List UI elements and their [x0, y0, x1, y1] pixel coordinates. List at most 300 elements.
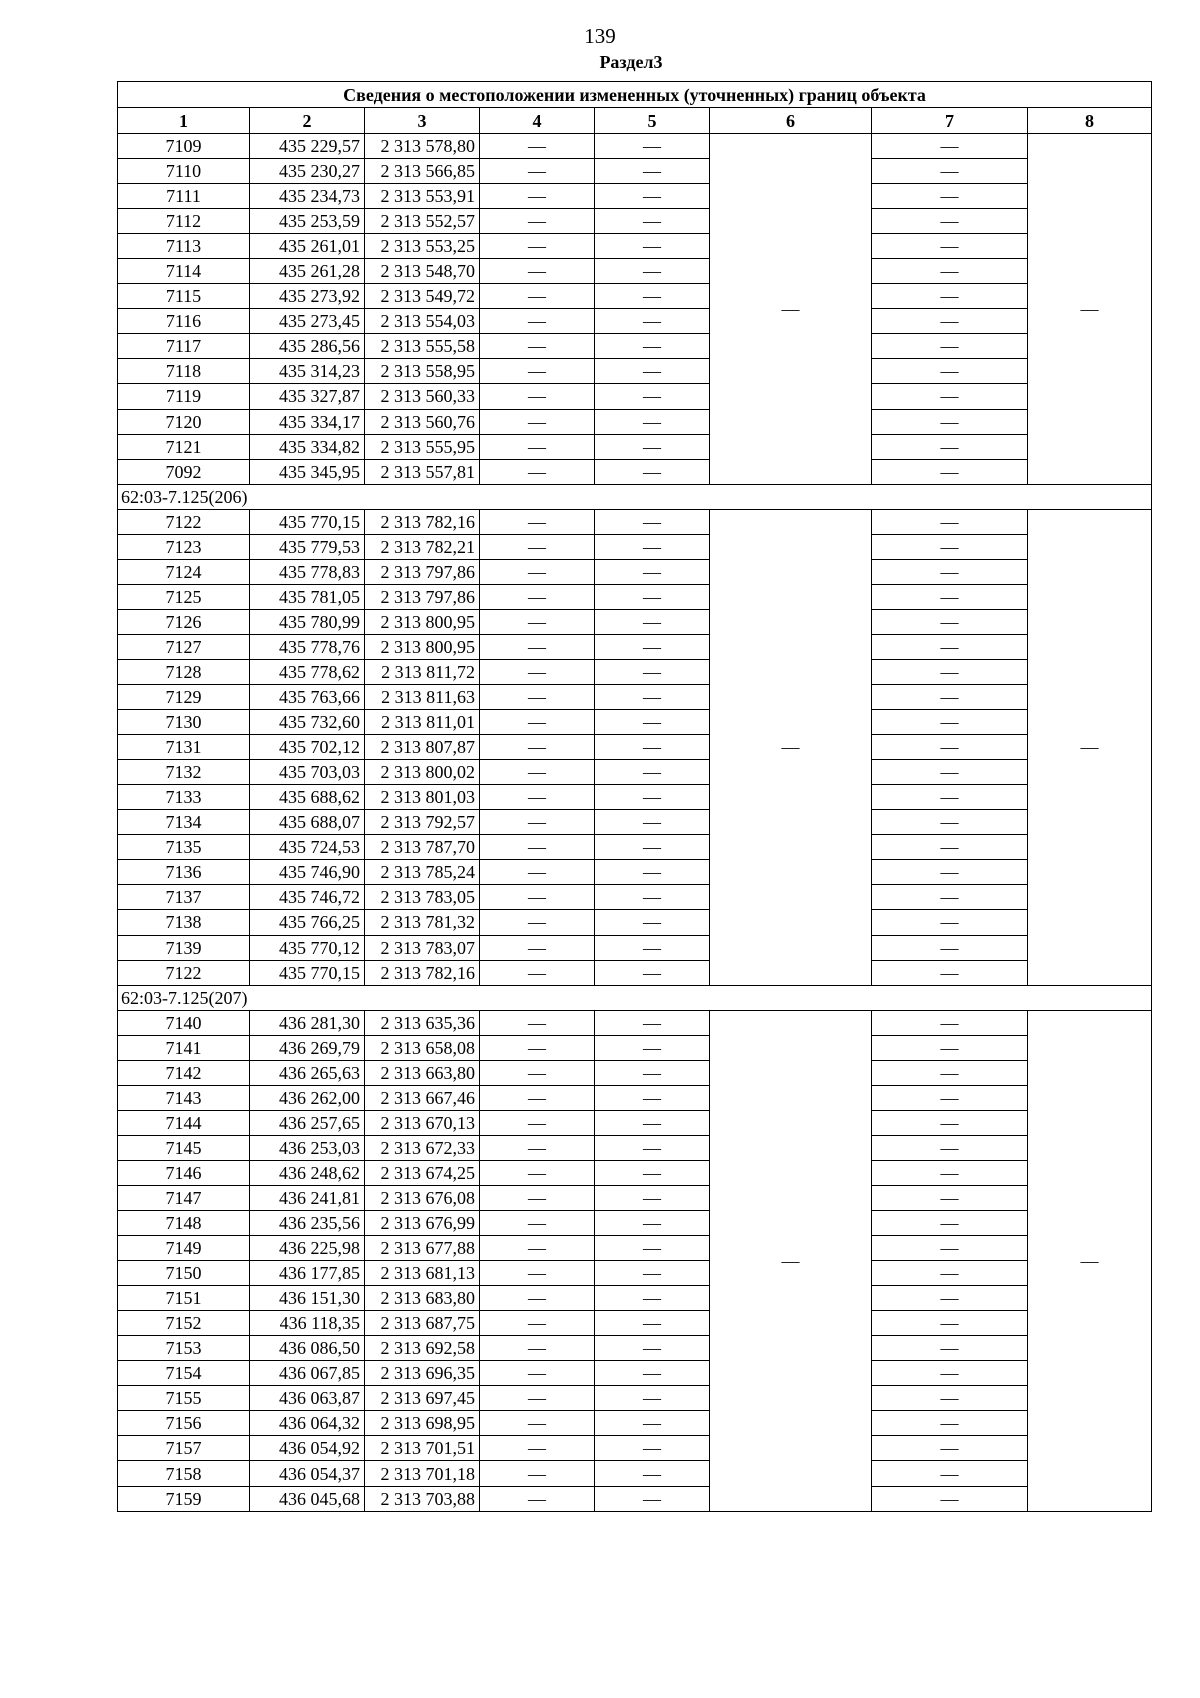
x-coordinate: 435 688,62	[250, 785, 365, 810]
column-7-value: —	[872, 785, 1028, 810]
y-coordinate: 2 313 553,91	[365, 184, 480, 209]
column-4-value: —	[480, 1211, 595, 1236]
column-4-value: —	[480, 1060, 595, 1085]
column-5-value: —	[595, 1085, 710, 1110]
column-4-value: —	[480, 1386, 595, 1411]
point-number: 7130	[118, 710, 250, 735]
table-row	[118, 1135, 1152, 1160]
table-row	[118, 710, 1152, 735]
column-number: 2	[250, 108, 365, 134]
column-7-value: —	[872, 659, 1028, 684]
table-row	[118, 634, 1152, 659]
column-4-value: —	[480, 1261, 595, 1286]
point-number: 7119	[118, 384, 250, 409]
column-4-value: —	[480, 710, 595, 735]
column-5-value: —	[595, 1411, 710, 1436]
point-number: 7123	[118, 534, 250, 559]
table-row	[118, 1336, 1152, 1361]
column-5-value: —	[595, 860, 710, 885]
y-coordinate: 2 313 692,58	[365, 1336, 480, 1361]
column-4-value: —	[480, 634, 595, 659]
group-label-row	[118, 484, 1152, 509]
column-7-value: —	[872, 634, 1028, 659]
column-5-value: —	[595, 785, 710, 810]
column-7-value: —	[872, 359, 1028, 384]
column-4-value: —	[480, 609, 595, 634]
table-row	[118, 334, 1152, 359]
column-4-value: —	[480, 1486, 595, 1511]
y-coordinate: 2 313 785,24	[365, 860, 480, 885]
column-7-value: —	[872, 835, 1028, 860]
column-5-value: —	[595, 1486, 710, 1511]
point-number: 7121	[118, 434, 250, 459]
column-7-value: —	[872, 184, 1028, 209]
column-4-value: —	[480, 459, 595, 484]
table-row	[118, 835, 1152, 860]
column-4-value: —	[480, 334, 595, 359]
x-coordinate: 435 746,72	[250, 885, 365, 910]
y-coordinate: 2 313 782,16	[365, 960, 480, 985]
column-5-value: —	[595, 1060, 710, 1085]
y-coordinate: 2 313 797,86	[365, 584, 480, 609]
column-5-value: —	[595, 459, 710, 484]
y-coordinate: 2 313 548,70	[365, 259, 480, 284]
column-5-value: —	[595, 209, 710, 234]
column-5-value: —	[595, 1361, 710, 1386]
y-coordinate: 2 313 703,88	[365, 1486, 480, 1511]
x-coordinate: 435 781,05	[250, 584, 365, 609]
column-5-value: —	[595, 1236, 710, 1261]
column-7-value: —	[872, 159, 1028, 184]
table-row	[118, 509, 1152, 534]
table-row	[118, 309, 1152, 334]
x-coordinate: 435 778,76	[250, 634, 365, 659]
column-4-value: —	[480, 509, 595, 534]
column-7-value: —	[872, 1411, 1028, 1436]
point-number: 7127	[118, 634, 250, 659]
column-4-value: —	[480, 935, 595, 960]
column-5-value: —	[595, 910, 710, 935]
column-5-value: —	[595, 1035, 710, 1060]
column-5-value: —	[595, 760, 710, 785]
table-row	[118, 134, 1152, 159]
column-5-value: —	[595, 1461, 710, 1486]
y-coordinate: 2 313 701,51	[365, 1436, 480, 1461]
column-5-value: —	[595, 509, 710, 534]
group-label: 62:03-7.125(207)	[118, 985, 1152, 1010]
column-4-value: —	[480, 384, 595, 409]
column-7-value: —	[872, 1261, 1028, 1286]
y-coordinate: 2 313 560,33	[365, 384, 480, 409]
column-5-value: —	[595, 259, 710, 284]
y-coordinate: 2 313 801,03	[365, 785, 480, 810]
column-7-value: —	[872, 1286, 1028, 1311]
column-7-value: —	[872, 1486, 1028, 1511]
column-5-value: —	[595, 1386, 710, 1411]
column-7-value: —	[872, 1461, 1028, 1486]
column-4-value: —	[480, 910, 595, 935]
x-coordinate: 435 770,15	[250, 960, 365, 985]
y-coordinate: 2 313 553,25	[365, 234, 480, 259]
column-7-value: —	[872, 960, 1028, 985]
column-5-value: —	[595, 1286, 710, 1311]
x-coordinate: 435 780,99	[250, 609, 365, 634]
column-5-value: —	[595, 935, 710, 960]
x-coordinate: 435 702,12	[250, 735, 365, 760]
y-coordinate: 2 313 658,08	[365, 1035, 480, 1060]
point-number: 7144	[118, 1110, 250, 1135]
column-7-value: —	[872, 534, 1028, 559]
y-coordinate: 2 313 797,86	[365, 559, 480, 584]
column-7-value: —	[872, 584, 1028, 609]
column-4-value: —	[480, 259, 595, 284]
column-5-value: —	[595, 835, 710, 860]
column-4-value: —	[480, 409, 595, 434]
y-coordinate: 2 313 783,07	[365, 935, 480, 960]
column-4-value: —	[480, 885, 595, 910]
column-4-value: —	[480, 1336, 595, 1361]
x-coordinate: 435 273,45	[250, 309, 365, 334]
table-row	[118, 1411, 1152, 1436]
column-4-value: —	[480, 584, 595, 609]
point-number: 7115	[118, 284, 250, 309]
column-7-value: —	[872, 1211, 1028, 1236]
column-4-value: —	[480, 209, 595, 234]
table-row	[118, 960, 1152, 985]
column-5-value: —	[595, 885, 710, 910]
column-7-value: —	[872, 860, 1028, 885]
column-5-value: —	[595, 1010, 710, 1035]
column-4-value: —	[480, 1411, 595, 1436]
column-number: 6	[710, 108, 872, 134]
table-row	[118, 810, 1152, 835]
point-number: 7145	[118, 1135, 250, 1160]
y-coordinate: 2 313 667,46	[365, 1085, 480, 1110]
point-number: 7118	[118, 359, 250, 384]
column-4-value: —	[480, 1085, 595, 1110]
y-coordinate: 2 313 683,80	[365, 1286, 480, 1311]
column-7-value: —	[872, 735, 1028, 760]
column-4-value: —	[480, 810, 595, 835]
table-row	[118, 1236, 1152, 1261]
point-number: 7149	[118, 1236, 250, 1261]
table-row	[118, 584, 1152, 609]
column-8-merged-value: —	[1028, 134, 1152, 485]
column-4-value: —	[480, 1286, 595, 1311]
x-coordinate: 435 746,90	[250, 860, 365, 885]
x-coordinate: 435 334,82	[250, 434, 365, 459]
column-6-merged-value: —	[710, 134, 872, 485]
column-7-value: —	[872, 384, 1028, 409]
column-7-value: —	[872, 509, 1028, 534]
column-5-value: —	[595, 1110, 710, 1135]
column-5-value: —	[595, 609, 710, 634]
point-number: 7117	[118, 334, 250, 359]
point-number: 7112	[118, 209, 250, 234]
table-row	[118, 1160, 1152, 1185]
y-coordinate: 2 313 677,88	[365, 1236, 480, 1261]
column-4-value: —	[480, 835, 595, 860]
column-7-value: —	[872, 1185, 1028, 1210]
point-number: 7126	[118, 609, 250, 634]
table-row	[118, 359, 1152, 384]
table-row	[118, 234, 1152, 259]
column-7-value: —	[872, 685, 1028, 710]
y-coordinate: 2 313 800,02	[365, 760, 480, 785]
y-coordinate: 2 313 554,03	[365, 309, 480, 334]
column-5-value: —	[595, 735, 710, 760]
table-row	[118, 1361, 1152, 1386]
x-coordinate: 435 314,23	[250, 359, 365, 384]
x-coordinate: 435 273,92	[250, 284, 365, 309]
column-4-value: —	[480, 1035, 595, 1060]
table-row	[118, 259, 1152, 284]
x-coordinate: 435 261,01	[250, 234, 365, 259]
column-5-value: —	[595, 1211, 710, 1236]
point-number: 7128	[118, 659, 250, 684]
y-coordinate: 2 313 698,95	[365, 1411, 480, 1436]
y-coordinate: 2 313 663,80	[365, 1060, 480, 1085]
column-5-value: —	[595, 659, 710, 684]
table-row	[118, 434, 1152, 459]
x-coordinate: 435 779,53	[250, 534, 365, 559]
y-coordinate: 2 313 578,80	[365, 134, 480, 159]
column-7-value: —	[872, 1010, 1028, 1035]
x-coordinate: 435 770,15	[250, 509, 365, 534]
column-7-value: —	[872, 1386, 1028, 1411]
point-number: 7142	[118, 1060, 250, 1085]
y-coordinate: 2 313 555,58	[365, 334, 480, 359]
y-coordinate: 2 313 800,95	[365, 634, 480, 659]
column-7-value: —	[872, 1436, 1028, 1461]
column-4-value: —	[480, 234, 595, 259]
point-number: 7122	[118, 960, 250, 985]
x-coordinate: 436 086,50	[250, 1336, 365, 1361]
y-coordinate: 2 313 696,35	[365, 1361, 480, 1386]
y-coordinate: 2 313 782,16	[365, 509, 480, 534]
column-7-value: —	[872, 259, 1028, 284]
column-4-value: —	[480, 1010, 595, 1035]
column-7-value: —	[872, 134, 1028, 159]
column-8-merged-value: —	[1028, 1010, 1152, 1511]
point-number: 7124	[118, 559, 250, 584]
point-number: 7147	[118, 1185, 250, 1210]
table-row	[118, 685, 1152, 710]
point-number: 7134	[118, 810, 250, 835]
column-4-value: —	[480, 309, 595, 334]
point-number: 7159	[118, 1486, 250, 1511]
column-7-value: —	[872, 409, 1028, 434]
column-number: 5	[595, 108, 710, 134]
point-number: 7110	[118, 159, 250, 184]
column-7-value: —	[872, 1160, 1028, 1185]
y-coordinate: 2 313 566,85	[365, 159, 480, 184]
y-coordinate: 2 313 555,95	[365, 434, 480, 459]
column-4-value: —	[480, 1436, 595, 1461]
point-number: 7156	[118, 1411, 250, 1436]
table-row	[118, 1211, 1152, 1236]
point-number: 7137	[118, 885, 250, 910]
column-4-value: —	[480, 1160, 595, 1185]
column-4-value: —	[480, 1311, 595, 1336]
column-5-value: —	[595, 1261, 710, 1286]
column-7-value: —	[872, 434, 1028, 459]
column-7-value: —	[872, 609, 1028, 634]
boundary-coordinates-table	[117, 81, 1152, 1512]
point-number: 7109	[118, 134, 250, 159]
table-row	[118, 1461, 1152, 1486]
column-7-value: —	[872, 1361, 1028, 1386]
table-row	[118, 1261, 1152, 1286]
y-coordinate: 2 313 781,32	[365, 910, 480, 935]
column-5-value: —	[595, 159, 710, 184]
x-coordinate: 435 334,17	[250, 409, 365, 434]
column-4-value: —	[480, 785, 595, 810]
column-4-value: —	[480, 1361, 595, 1386]
table-row	[118, 409, 1152, 434]
column-5-value: —	[595, 534, 710, 559]
y-coordinate: 2 313 782,21	[365, 534, 480, 559]
x-coordinate: 435 770,12	[250, 935, 365, 960]
x-coordinate: 435 261,28	[250, 259, 365, 284]
x-coordinate: 435 253,59	[250, 209, 365, 234]
y-coordinate: 2 313 701,18	[365, 1461, 480, 1486]
column-7-value: —	[872, 209, 1028, 234]
y-coordinate: 2 313 557,81	[365, 459, 480, 484]
y-coordinate: 2 313 670,13	[365, 1110, 480, 1135]
x-coordinate: 435 234,73	[250, 184, 365, 209]
column-7-value: —	[872, 1110, 1028, 1135]
column-4-value: —	[480, 1185, 595, 1210]
point-number: 7129	[118, 685, 250, 710]
column-5-value: —	[595, 1185, 710, 1210]
point-number: 7138	[118, 910, 250, 935]
y-coordinate: 2 313 676,08	[365, 1185, 480, 1210]
point-number: 7139	[118, 935, 250, 960]
table-row	[118, 885, 1152, 910]
column-7-value: —	[872, 760, 1028, 785]
point-number: 7143	[118, 1085, 250, 1110]
point-number: 7135	[118, 835, 250, 860]
x-coordinate: 436 281,30	[250, 1010, 365, 1035]
table-row	[118, 785, 1152, 810]
column-7-value: —	[872, 1035, 1028, 1060]
column-5-value: —	[595, 685, 710, 710]
y-coordinate: 2 313 549,72	[365, 284, 480, 309]
column-4-value: —	[480, 159, 595, 184]
point-number: 7131	[118, 735, 250, 760]
column-7-value: —	[872, 1085, 1028, 1110]
column-5-value: —	[595, 1311, 710, 1336]
column-number: 4	[480, 108, 595, 134]
column-5-value: —	[595, 584, 710, 609]
column-4-value: —	[480, 1135, 595, 1160]
point-number: 7111	[118, 184, 250, 209]
table-row	[118, 384, 1152, 409]
column-7-value: —	[872, 559, 1028, 584]
column-5-value: —	[595, 710, 710, 735]
column-4-value: —	[480, 134, 595, 159]
y-coordinate: 2 313 800,95	[365, 609, 480, 634]
table-row	[118, 1386, 1152, 1411]
column-6-merged-value: —	[710, 1010, 872, 1511]
table-row	[118, 1085, 1152, 1110]
point-number: 7114	[118, 259, 250, 284]
column-5-value: —	[595, 334, 710, 359]
column-5-value: —	[595, 1135, 710, 1160]
section-title: Раздел3	[599, 52, 663, 72]
column-number: 3	[365, 108, 480, 134]
y-coordinate: 2 313 674,25	[365, 1160, 480, 1185]
table-row	[118, 1010, 1152, 1035]
column-5-value: —	[595, 960, 710, 985]
table-caption: Сведения о местоположении измененных (уточненных) границ объекта	[118, 82, 1152, 108]
column-5-value: —	[595, 309, 710, 334]
column-4-value: —	[480, 735, 595, 760]
x-coordinate: 436 241,81	[250, 1185, 365, 1210]
point-number: 7132	[118, 760, 250, 785]
y-coordinate: 2 313 635,36	[365, 1010, 480, 1035]
column-number: 7	[872, 108, 1028, 134]
point-number: 7155	[118, 1386, 250, 1411]
point-number: 7122	[118, 509, 250, 534]
y-coordinate: 2 313 783,05	[365, 885, 480, 910]
y-coordinate: 2 313 560,76	[365, 409, 480, 434]
point-number: 7125	[118, 584, 250, 609]
point-number: 7153	[118, 1336, 250, 1361]
column-5-value: —	[595, 359, 710, 384]
column-4-value: —	[480, 559, 595, 584]
table-row	[118, 735, 1152, 760]
point-number: 7150	[118, 1261, 250, 1286]
column-4-value: —	[480, 1461, 595, 1486]
column-7-value: —	[872, 1236, 1028, 1261]
column-7-value: —	[872, 1311, 1028, 1336]
x-coordinate: 435 286,56	[250, 334, 365, 359]
x-coordinate: 435 732,60	[250, 710, 365, 735]
x-coordinate: 435 230,27	[250, 159, 365, 184]
column-7-value: —	[872, 1060, 1028, 1085]
column-7-value: —	[872, 885, 1028, 910]
table-row	[118, 1185, 1152, 1210]
y-coordinate: 2 313 697,45	[365, 1386, 480, 1411]
y-coordinate: 2 313 811,63	[365, 685, 480, 710]
y-coordinate: 2 313 552,57	[365, 209, 480, 234]
x-coordinate: 436 269,79	[250, 1035, 365, 1060]
column-4-value: —	[480, 760, 595, 785]
column-5-value: —	[595, 409, 710, 434]
table-row	[118, 659, 1152, 684]
column-4-value: —	[480, 1236, 595, 1261]
x-coordinate: 436 235,56	[250, 1211, 365, 1236]
table-row	[118, 1486, 1152, 1511]
table-row	[118, 860, 1152, 885]
column-5-value: —	[595, 1336, 710, 1361]
column-4-value: —	[480, 960, 595, 985]
y-coordinate: 2 313 807,87	[365, 735, 480, 760]
x-coordinate: 436 118,35	[250, 1311, 365, 1336]
group-label-row	[118, 985, 1152, 1010]
table-row	[118, 184, 1152, 209]
x-coordinate: 435 766,25	[250, 910, 365, 935]
table-row	[118, 1311, 1152, 1336]
x-coordinate: 436 067,85	[250, 1361, 365, 1386]
table-row	[118, 760, 1152, 785]
column-6-merged-value: —	[710, 509, 872, 985]
x-coordinate: 436 177,85	[250, 1261, 365, 1286]
table-row	[118, 1060, 1152, 1085]
table-row	[118, 935, 1152, 960]
